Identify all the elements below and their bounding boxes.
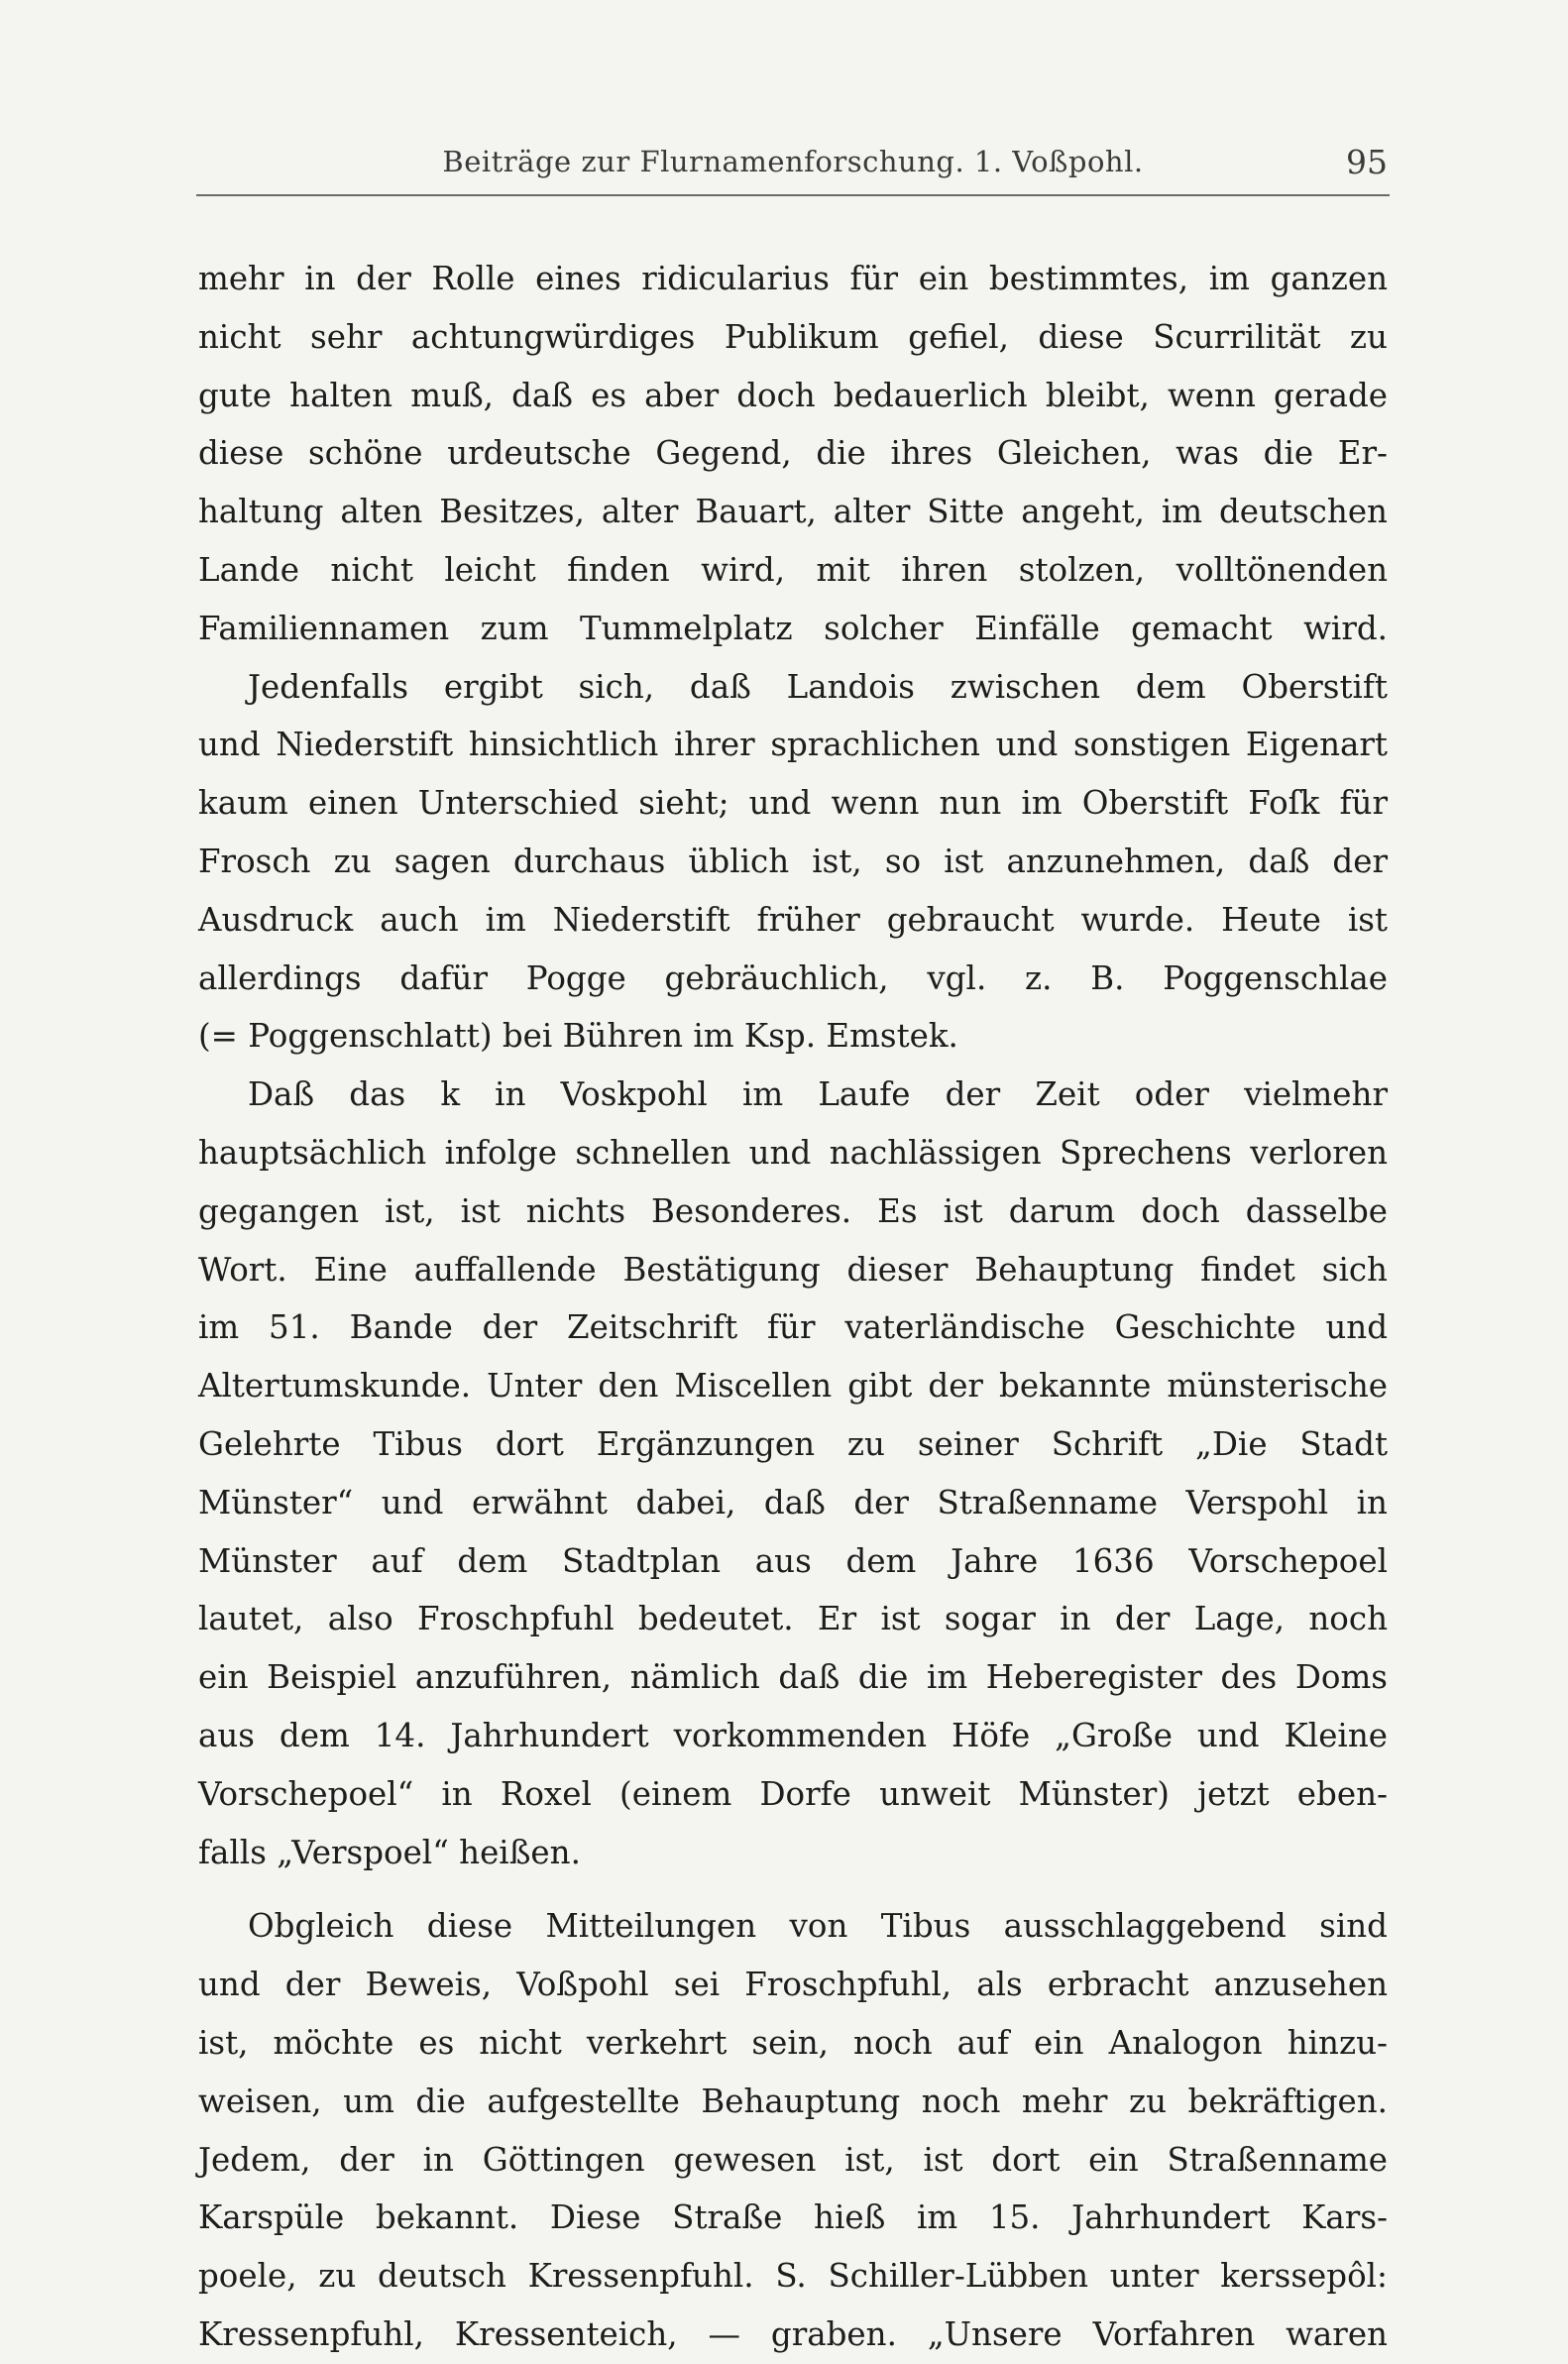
text-line: Frosch zu sagen durchaus üblich ist, so ist anzunehmen, daß der (198, 842, 1388, 880)
paragraph (198, 1066, 1388, 1881)
text-line: Vorschepoel“ in Roxel (einem Dorfe unweit Münster) jetzt eben- (198, 1774, 1388, 1813)
text-line: Kressenpfuhl, Kressenteich, — graben. „Unsere Vorfahren waren (198, 2314, 1388, 2353)
text-line: Lande nicht leicht finden wird, mit ihren stolzen, volltönenden (198, 550, 1388, 589)
text-line: im 51. Bande der Zeitschrift für vaterländische Geschichte und (198, 1308, 1388, 1347)
text-line: Ausdruck auch im Niederstift früher gebraucht wurde. Heute ist (198, 900, 1388, 939)
text-line: Daß das k in Voskpohl im Laufe der Zeit oder vielmehr (248, 1075, 1388, 1114)
text-line: und Niederstift hinsichtlich ihrer sprachlichen und sonstigen Eigenart (198, 726, 1388, 764)
text-line: diese schöne urdeutsche Gegend, die ihres Gleichen, was die Er- (198, 434, 1388, 473)
body-text (198, 250, 1388, 2364)
text-line: Karspüle bekannt. Diese Straße hieß im 15. Jahrhundert Kars- (198, 2198, 1388, 2237)
text-line: allerdings dafür Pogge gebräuchlich, vgl. z. B. Poggenschlae (198, 958, 1388, 997)
text-line: aus dem 14. Jahrhundert vorkommenden Höfe „Große und Kleine (198, 1716, 1388, 1754)
paragraph (198, 250, 1388, 658)
text-line: mehr in der Rolle eines ridicularius für ein bestimmtes, im ganzen (198, 260, 1388, 297)
text-line: falls „Verspoel“ heißen. (198, 1833, 581, 1871)
page-number: 95 (1346, 143, 1388, 181)
text-line: nicht sehr achtungwürdiges Publikum gefiel, diese Scurrilität zu (198, 317, 1388, 356)
text-line: Gelehrte Tibus dort Ergänzungen zu seiner Schrift „Die Stadt (198, 1424, 1388, 1463)
text-line: haltung alten Besitzes, alter Bauart, alter Sitte angeht, im deutschen (198, 493, 1388, 531)
text-line: kaum einen Unterschied sieht; und wenn nun im Oberstift Foſk für (198, 784, 1388, 823)
header-rule (196, 194, 1390, 196)
text-line: gegangen ist, ist nichts Besonderes. Es ist darum doch dasselbe (198, 1191, 1388, 1230)
text-line: Münster“ und erwähnt dabei, daß der Straßenname Verspohl in (198, 1483, 1388, 1521)
text-line: (= Poggenschlatt) bei Bühren im Ksp. Emstek. (198, 1017, 958, 1056)
paragraph (198, 658, 1388, 1067)
text-line: ein Beispiel anzuführen, nämlich daß die im Heberegister des Doms (198, 1658, 1388, 1697)
paragraph (198, 1897, 1388, 2363)
text-line: poele, zu deutsch Kressenpfuhl. S. Schiller-Lübben unter kerssepôl: (198, 2257, 1388, 2296)
running-head (198, 145, 1388, 188)
text-line: Jedenfalls ergibt sich, daß Landois zwischen dem Oberstift (248, 667, 1388, 706)
text-line: Altertumskunde. Unter den Miscellen gibt der bekannte münsterische (198, 1367, 1388, 1406)
text-line: Münster auf dem Stadtplan aus dem Jahre 1636 Vorschepoel (198, 1541, 1388, 1580)
text-line: und der Beweis, Voßpohl sei Froschpfuhl, als erbracht anzusehen (198, 1966, 1388, 2004)
text-line: Obgleich diese Mitteilungen von Tibus ausschlaggebend sind (248, 1907, 1388, 1946)
text-line: Jedem, der in Göttingen gewesen ist, ist dort ein Straßenname (198, 2140, 1388, 2179)
text-line: Wort. Eine auffallende Bestätigung dieser Behauptung findet sich (198, 1250, 1388, 1289)
running-title: Beiträge zur Flurnamenforschung. 1. Voßpohl. (442, 145, 1144, 178)
text-line: hauptsächlich infolge schnellen und nachlässigen Sprechens verloren (198, 1133, 1388, 1172)
text-line: lautet, also Froschpfuhl bedeutet. Er ist sogar in der Lage, noch (198, 1600, 1388, 1638)
text-line: gute halten muß, daß es aber doch bedauerlich bleibt, wenn gerade (198, 376, 1388, 414)
text-line: ist, möchte es nicht verkehrt sein, noch auf ein Analogon hinzu- (198, 2023, 1388, 2062)
text-line: weisen, um die aufgestellte Behauptung noch mehr zu bekräftigen. (198, 2082, 1388, 2120)
text-line: Familiennamen zum Tummelplatz solcher Einfälle gemacht wird. (198, 609, 1388, 647)
